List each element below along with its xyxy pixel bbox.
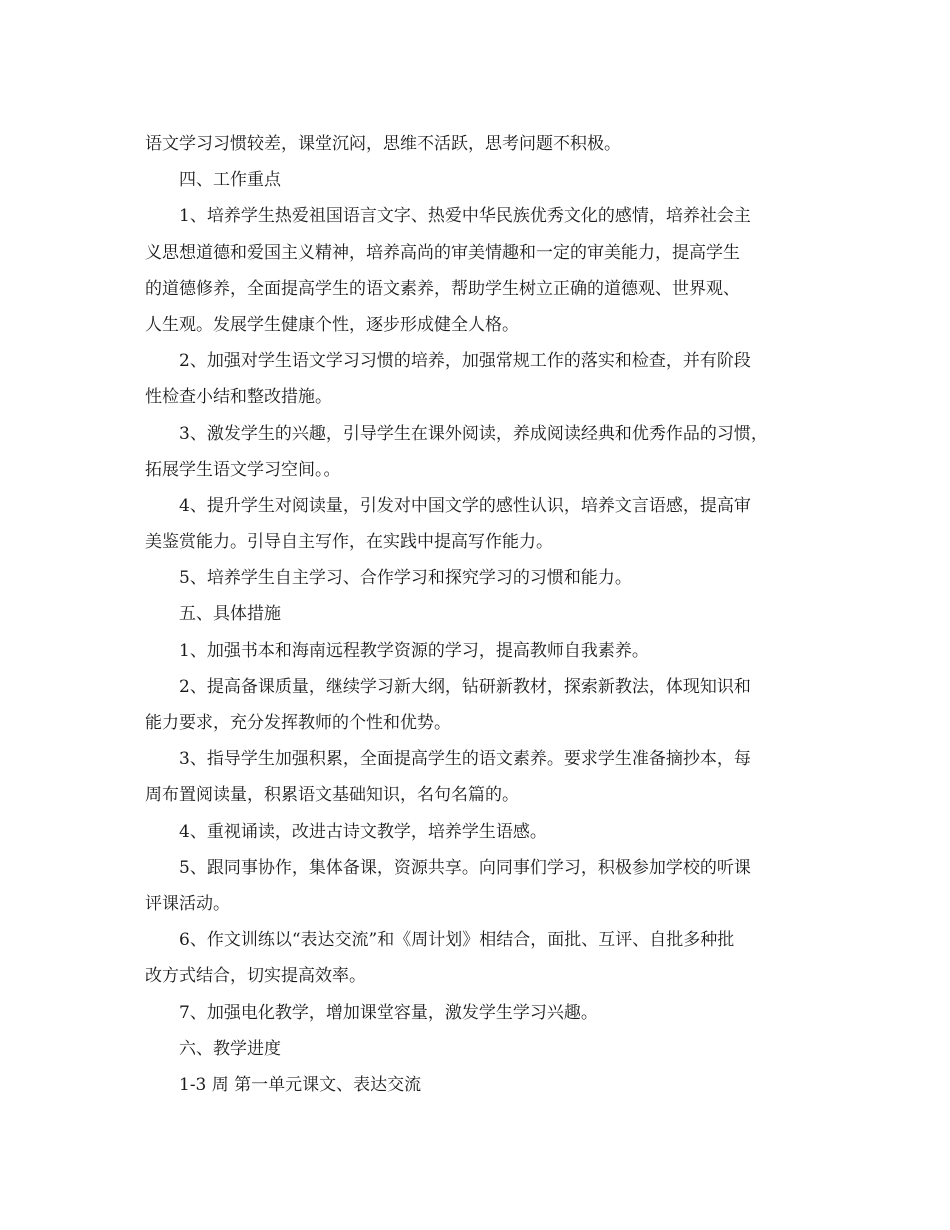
text-line: 1-3 周 第一单元课文、表达交流 (179, 1074, 422, 1095)
text-line: 美鉴赏能力。引导自主写作，在实践中提高写作能力。 (145, 532, 553, 553)
text-line: 义思想道德和爱国主义精神，培养高尚的审美情趣和一定的审美能力，提高学生 (145, 242, 740, 263)
text-line: 3、激发学生的兴趣，引导学生在课外阅读，养成阅读经典和优秀作品的习惯， (179, 423, 768, 444)
text-line: 2、加强对学生语文学习习惯的培养，加强常规工作的落实和检查，并有阶段 (179, 351, 751, 372)
text-line: 性检查小结和整改措施。 (145, 387, 332, 408)
text-line: 五、具体措施 (179, 604, 281, 625)
text-line: 1、加强书本和海南远程教学资源的学习，提高教师自我素养。 (179, 640, 649, 661)
text-line: 评课活动。 (145, 893, 230, 914)
text-line: 周布置阅读量，积累语文基础知识，名句名篇的。 (145, 785, 519, 806)
text-line: 6、作文训练以“表达交流”和《周计划》相结合，面批、互评、自批多种批 (179, 930, 735, 951)
text-line: 四、工作重点 (179, 170, 281, 191)
text-line: 4、重视诵读，改进古诗文教学，培养学生语感。 (179, 821, 547, 842)
text-line: 人生观。发展学生健康个性，逐步形成健全人格。 (145, 314, 519, 335)
text-line: 1、培养学生热爱祖国语言文字、热爱中华民族优秀文化的感情，培养社会主 (179, 206, 751, 227)
text-line: 5、跟同事协作，集体备课，资源共享。向同事们学习，积极参加学校的听课 (179, 857, 751, 878)
text-line: 拓展学生语文学习空间。。 (145, 459, 341, 480)
text-line: 能力要求，充分发挥教师的个性和优势。 (145, 713, 451, 733)
text-line: 2、提高备课质量，继续学习新大纲，钻研新教材，探索新教法，体现知识和 (179, 676, 751, 697)
text-line: 的道德修养，全面提高学生的语文素养，帮助学生树立正确的道德观、世界观、 (145, 278, 740, 299)
text-line: 语文学习习惯较差，课堂沉闷，思维不活跃，思考问题不积极。 (145, 134, 621, 154)
text-line: 六、教学进度 (179, 1038, 281, 1059)
text-line: 5、培养学生自主学习、合作学习和探究学习的习惯和能力。 (179, 568, 632, 589)
text-line: 7、加强电化教学，增加课堂容量，激发学生学习兴趣。 (179, 1002, 598, 1023)
document-body (145, 126, 815, 1103)
text-line: 改方式结合，切实提高效率。 (145, 966, 366, 987)
text-line: 4、提升学生对阅读量，引发对中国文学的感性认识，培养文言语感，提高审 (179, 495, 751, 516)
text-line: 3、指导学生加强积累，全面提高学生的语文素养。要求学生准备摘抄本，每 (179, 749, 751, 770)
